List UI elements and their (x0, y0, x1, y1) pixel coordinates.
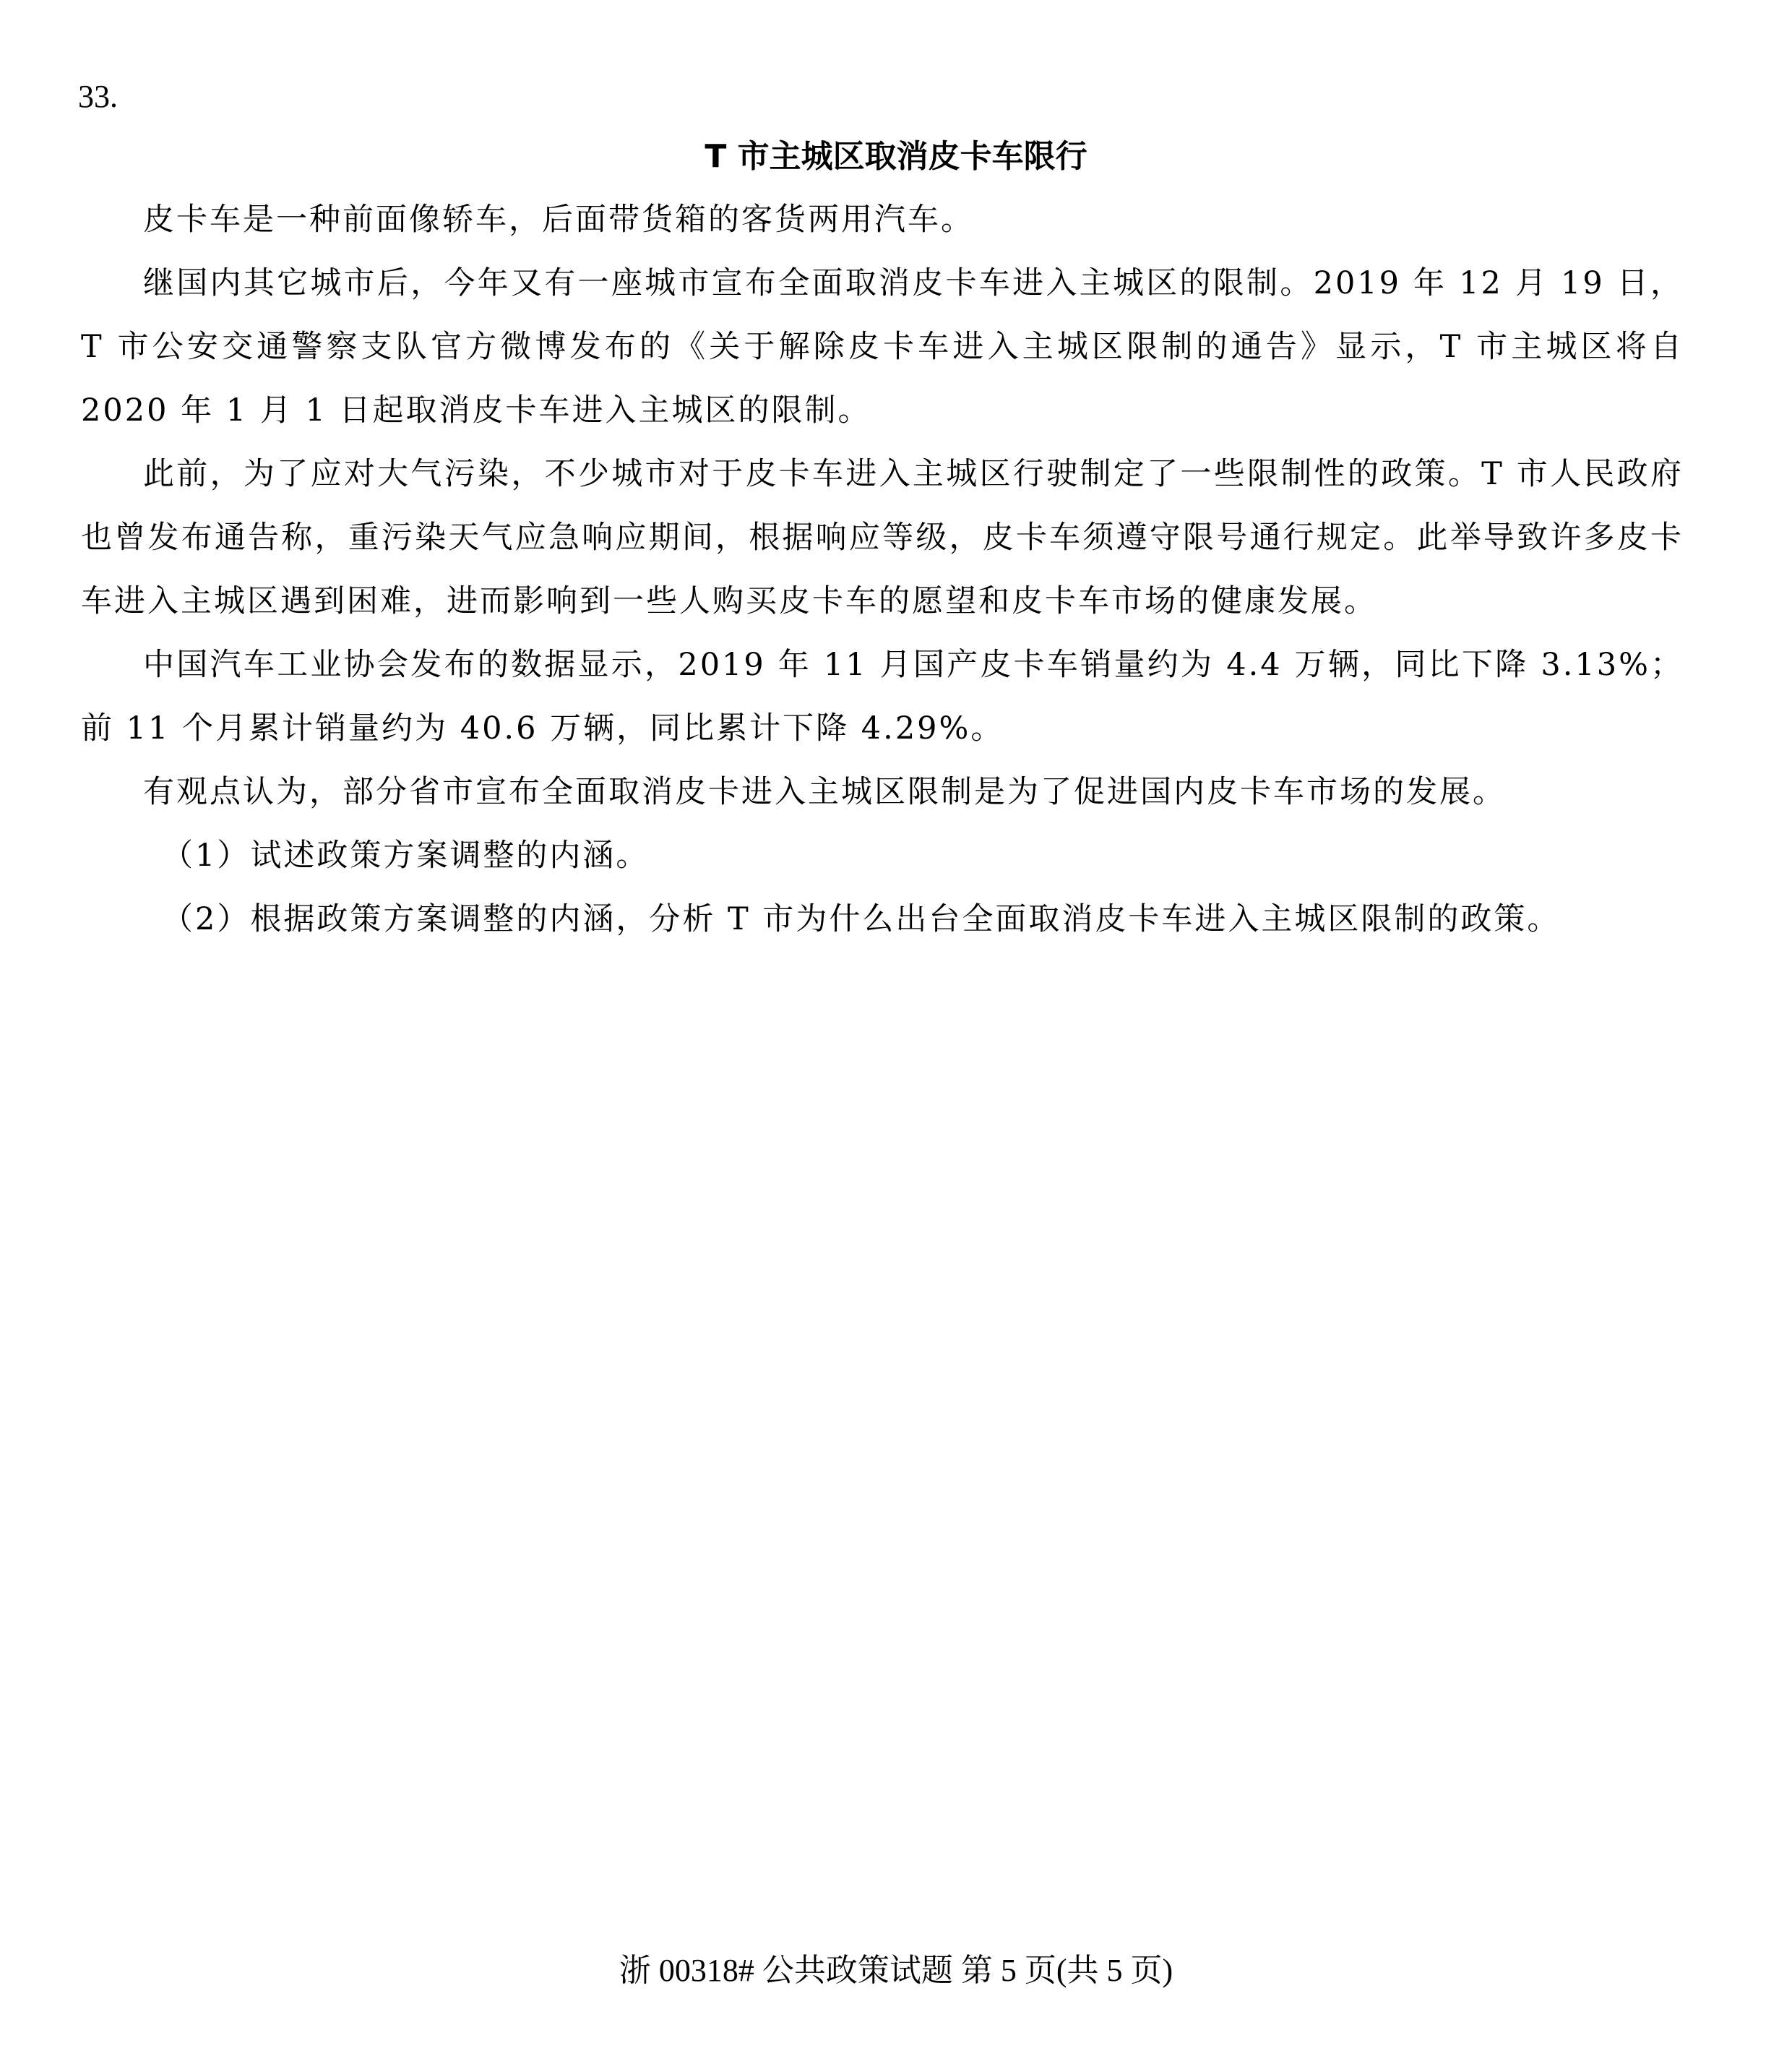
paragraph: 有观点认为，部分省市宣布全面取消皮卡进入主城区限制是为了促进国内皮卡车市场的发展。 (143, 774, 1506, 810)
question-number: 33. (78, 79, 118, 114)
case-title: T 市主城区取消皮卡车限行 (705, 138, 1087, 175)
sub-question-2: （2）根据政策方案调整的内涵，分析 T 市为什么出台全面取消皮卡车进入主城区限制的政策。 (162, 901, 1561, 937)
paragraph: 中国汽车工业协会发布的数据显示，2019 年 11 月国产皮卡车销量约为 4.4 万辆，同比下降 3.13%； 前 11 个月累计销量约为 40.6 万辆，同比累计下降 4.29%。 (81, 647, 1684, 747)
paragraph: 皮卡车是一种前面像轿车，后面带货箱的客货两用汽车。 (143, 202, 974, 238)
paragraph: 此前，为了应对大气污染，不少城市对于皮卡车进入主城区行驶制定了一些限制性的政策。T 市人民政府也曾发布通告称，重污染天气应急响应期间，根据响应等级，皮卡车须遵守限号通行规定。此举导致许多皮卡车进入主城区遇到困难，进而影响到一些人购买皮卡车的愿望和皮卡车市场的健康发展。 (81, 456, 1684, 619)
case-body (81, 188, 1684, 951)
sub-question-1: （1）试述政策方案调整的内涵。 (162, 838, 650, 874)
paragraph: 继国内其它城市后，今年又有一座城市宣布全面取消皮卡车进入主城区的限制。2019 年 12 月 19 日，T 市公安交通警察支队官方微博发布的《关于解除皮卡车进入主城区限制的通告》显示，T 市主城区将自 2020 年 1 月 1 日起取消皮卡车进入主城区的限制。 (81, 265, 1684, 429)
page-footer: 浙 00318# 公共政策试题 第 5 页(共 5 页) (619, 1953, 1173, 1988)
